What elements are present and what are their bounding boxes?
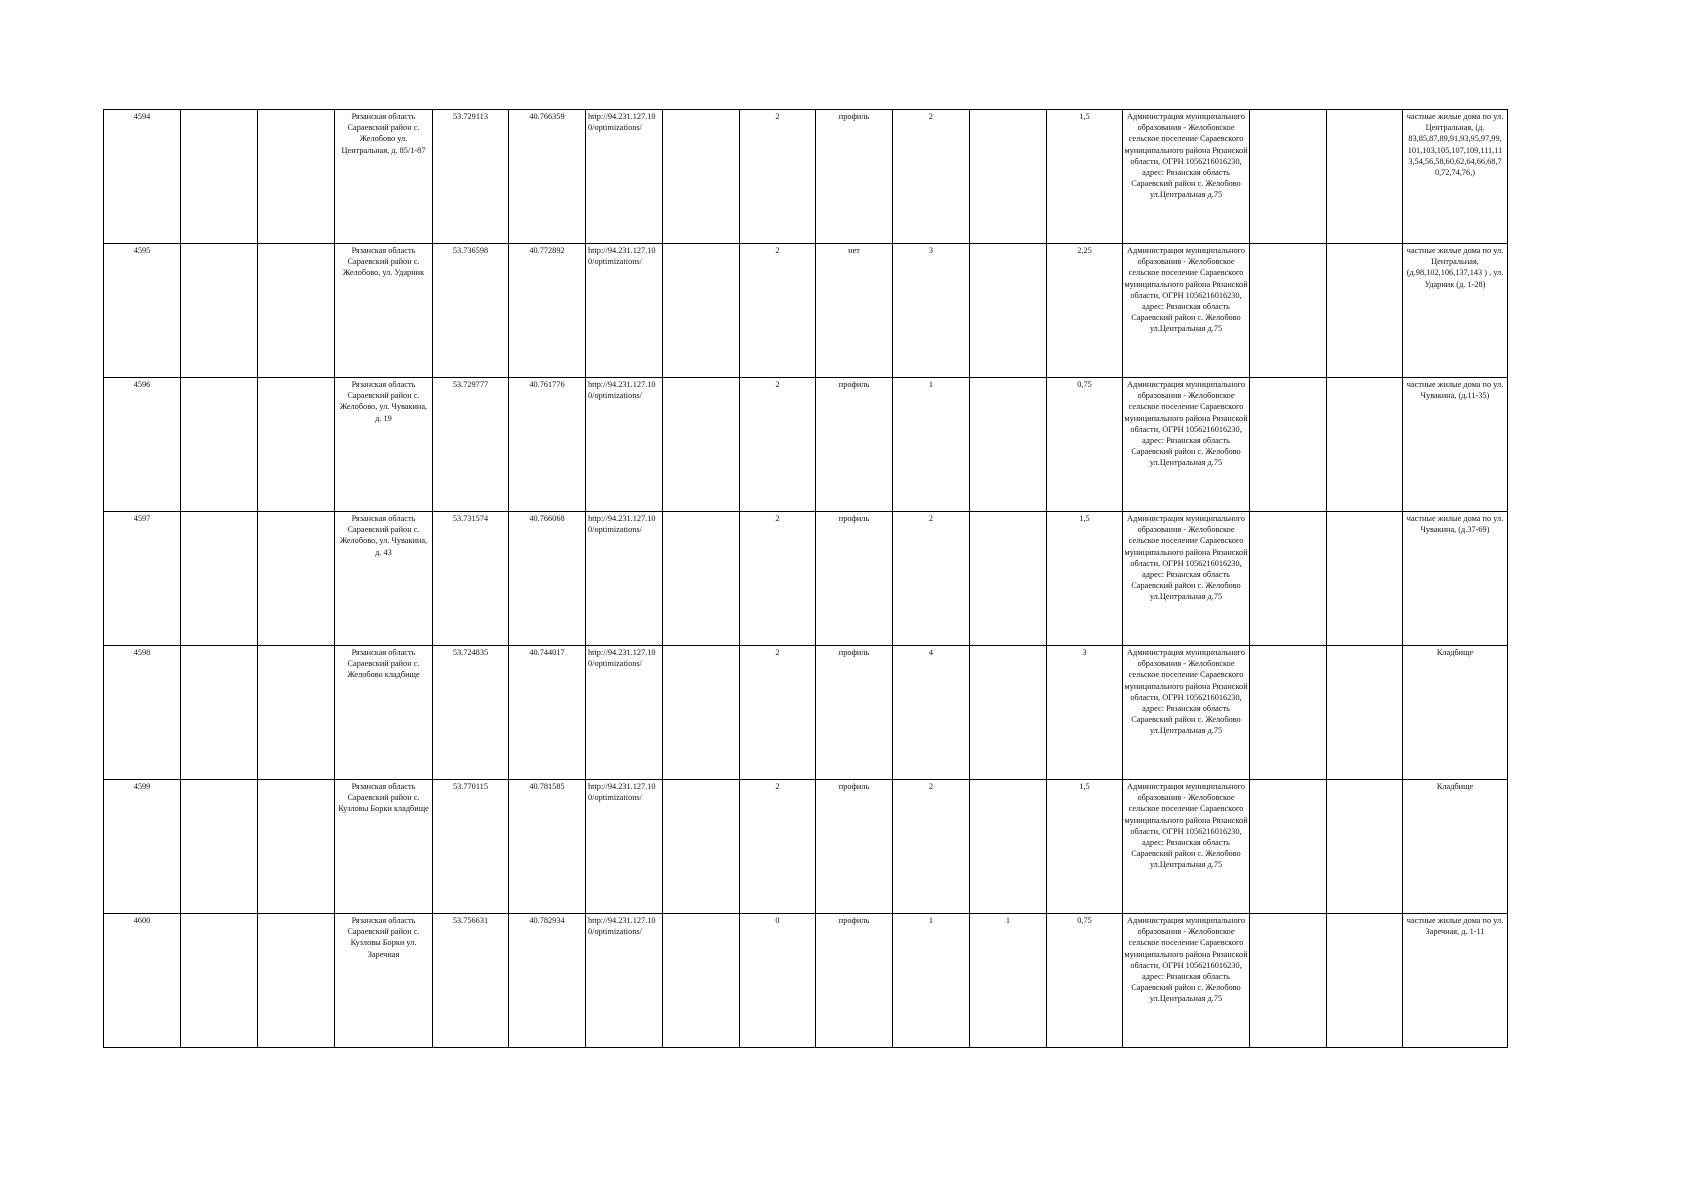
row-number-cell: 4597 xyxy=(104,512,181,646)
extra-count-cell xyxy=(970,646,1047,780)
containers-cell: 1 xyxy=(893,914,970,1048)
surface-cell: профиль xyxy=(816,914,893,1048)
url-cell: http://94.231.127.100/optimizations/ xyxy=(586,780,663,914)
containers-cell: 2 xyxy=(893,512,970,646)
empty-cell xyxy=(663,378,740,512)
empty-cell xyxy=(258,512,335,646)
table-body xyxy=(104,110,1508,1048)
containers-cell: 2 xyxy=(893,110,970,244)
empty-cell xyxy=(1327,110,1403,244)
owner-cell: Администрация муниципального образования - Желобовское сельское поселение Сараевского муниципального района Рязанской области, ОГРН 1056216016230, адрес: Рязанская область Сараевский район с. Желобово ул.Центральная д.75 xyxy=(1123,378,1250,512)
volume-cell: 0,75 xyxy=(1047,914,1123,1048)
longitude-cell: 40.761776 xyxy=(509,378,586,512)
latitude-cell: 53.756631 xyxy=(433,914,509,1048)
count-cell: 2 xyxy=(740,646,816,780)
row-number-cell: 4598 xyxy=(104,646,181,780)
longitude-cell: 40.782934 xyxy=(509,914,586,1048)
table-row xyxy=(104,914,1508,1048)
volume-cell: 3 xyxy=(1047,646,1123,780)
url-cell: http://94.231.127.100/optimizations/ xyxy=(586,512,663,646)
longitude-cell: 40.744017 xyxy=(509,646,586,780)
table-row xyxy=(104,378,1508,512)
longitude-cell: 40.766359 xyxy=(509,110,586,244)
empty-cell xyxy=(258,914,335,1048)
empty-cell xyxy=(181,646,258,780)
latitude-cell: 53.731574 xyxy=(433,512,509,646)
extra-count-cell xyxy=(970,512,1047,646)
latitude-cell: 53.770115 xyxy=(433,780,509,914)
extra-count-cell: 1 xyxy=(970,914,1047,1048)
url-cell: http://94.231.127.100/optimizations/ xyxy=(586,646,663,780)
row-number-cell: 4595 xyxy=(104,244,181,378)
notes-cell: частные жилые дома по ул. Центральная, (д.98,102,106,137,143 ) , ул. Ударник (д. 1-28) xyxy=(1403,244,1508,378)
address-cell: Рязанская область Сараевский район с. Кузловы Борки кладбище xyxy=(335,780,433,914)
count-cell: 2 xyxy=(740,378,816,512)
surface-cell: профиль xyxy=(816,646,893,780)
url-cell: http://94.231.127.100/optimizations/ xyxy=(586,244,663,378)
empty-cell xyxy=(258,646,335,780)
empty-cell xyxy=(1327,780,1403,914)
empty-cell xyxy=(663,244,740,378)
owner-cell: Администрация муниципального образования - Желобовское сельское поселение Сараевского муниципального района Рязанской области, ОГРН 1056216016230, адрес: Рязанская область Сараевский район с. Желобово ул.Центральная д.75 xyxy=(1123,914,1250,1048)
empty-cell xyxy=(1250,110,1327,244)
address-cell: Рязанская область Сараевский район с. Желобово ул. Центральная, д. 85/1-87 xyxy=(335,110,433,244)
owner-cell: Администрация муниципального образования - Желобовское сельское поселение Сараевского муниципального района Рязанской области, ОГРН 1056216016230, адрес: Рязанская область Сараевский район с. Желобово ул.Центральная д.75 xyxy=(1123,512,1250,646)
empty-cell xyxy=(1250,244,1327,378)
empty-cell xyxy=(1327,244,1403,378)
notes-cell: частные жилые дома по ул. Заречная, д. 1-11 xyxy=(1403,914,1508,1048)
volume-cell: 1,5 xyxy=(1047,780,1123,914)
notes-cell: Кладбище xyxy=(1403,780,1508,914)
empty-cell xyxy=(1250,914,1327,1048)
address-cell: Рязанская область Сараевский район с. Желобово, ул. Чувакина, д. 43 xyxy=(335,512,433,646)
latitude-cell: 53.736598 xyxy=(433,244,509,378)
count-cell: 2 xyxy=(740,780,816,914)
surface-cell: профиль xyxy=(816,512,893,646)
table-row xyxy=(104,110,1508,244)
empty-cell xyxy=(181,512,258,646)
table-row xyxy=(104,780,1508,914)
address-cell: Рязанская область Сараевский район с. Кузловы Борки ул. Заречная xyxy=(335,914,433,1048)
notes-cell: Кладбище xyxy=(1403,646,1508,780)
owner-cell: Администрация муниципального образования - Желобовское сельское поселение Сараевского муниципального района Рязанской области, ОГРН 1056216016230, адрес: Рязанская область Сараевский район с. Желобово ул.Центральная д.75 xyxy=(1123,110,1250,244)
owner-cell: Администрация муниципального образования - Желобовское сельское поселение Сараевского муниципального района Рязанской области, ОГРН 1056216016230, адрес: Рязанская область Сараевский район с. Желобово ул.Центральная д.75 xyxy=(1123,244,1250,378)
surface-cell: профиль xyxy=(816,378,893,512)
volume-cell: 0,75 xyxy=(1047,378,1123,512)
url-cell: http://94.231.127.100/optimizations/ xyxy=(586,914,663,1048)
registry-table xyxy=(103,109,1508,1048)
row-number-cell: 4594 xyxy=(104,110,181,244)
surface-cell: профиль xyxy=(816,110,893,244)
empty-cell xyxy=(1250,646,1327,780)
longitude-cell: 40.772892 xyxy=(509,244,586,378)
longitude-cell: 40.781585 xyxy=(509,780,586,914)
volume-cell: 1,5 xyxy=(1047,512,1123,646)
empty-cell xyxy=(181,780,258,914)
empty-cell xyxy=(181,244,258,378)
count-cell: 2 xyxy=(740,244,816,378)
containers-cell: 3 xyxy=(893,244,970,378)
empty-cell xyxy=(1327,378,1403,512)
table-row xyxy=(104,646,1508,780)
extra-count-cell xyxy=(970,780,1047,914)
count-cell: 0 xyxy=(740,914,816,1048)
latitude-cell: 53.729113 xyxy=(433,110,509,244)
address-cell: Рязанская область Сараевский район с. Желобово кладбище xyxy=(335,646,433,780)
empty-cell xyxy=(663,780,740,914)
count-cell: 2 xyxy=(740,512,816,646)
containers-cell: 1 xyxy=(893,378,970,512)
extra-count-cell xyxy=(970,244,1047,378)
owner-cell: Администрация муниципального образования - Желобовское сельское поселение Сараевского муниципального района Рязанской области, ОГРН 1056216016230, адрес: Рязанская область Сараевский район с. Желобово ул.Центральная д.75 xyxy=(1123,780,1250,914)
empty-cell xyxy=(1327,646,1403,780)
latitude-cell: 53.724835 xyxy=(433,646,509,780)
empty-cell xyxy=(181,914,258,1048)
volume-cell: 1,5 xyxy=(1047,110,1123,244)
surface-cell: профиль xyxy=(816,780,893,914)
url-cell: http://94.231.127.100/optimizations/ xyxy=(586,378,663,512)
empty-cell xyxy=(1250,512,1327,646)
empty-cell xyxy=(1327,914,1403,1048)
extra-count-cell xyxy=(970,110,1047,244)
empty-cell xyxy=(181,378,258,512)
empty-cell xyxy=(181,110,258,244)
surface-cell: нет xyxy=(816,244,893,378)
latitude-cell: 53.729777 xyxy=(433,378,509,512)
row-number-cell: 4596 xyxy=(104,378,181,512)
containers-cell: 2 xyxy=(893,780,970,914)
row-number-cell: 4600 xyxy=(104,914,181,1048)
owner-cell: Администрация муниципального образования - Желобовское сельское поселение Сараевского муниципального района Рязанской области, ОГРН 1056216016230, адрес: Рязанская область Сараевский район с. Желобово ул.Центральная д.75 xyxy=(1123,646,1250,780)
row-number-cell: 4599 xyxy=(104,780,181,914)
table-row xyxy=(104,512,1508,646)
address-cell: Рязанская область Сараевский район с. Желобово, ул. Ударник xyxy=(335,244,433,378)
volume-cell: 2,25 xyxy=(1047,244,1123,378)
empty-cell xyxy=(258,110,335,244)
empty-cell xyxy=(1250,780,1327,914)
table-row xyxy=(104,244,1508,378)
notes-cell: частные жилые дома по ул. Чувакина, (д.37-69) xyxy=(1403,512,1508,646)
empty-cell xyxy=(663,646,740,780)
url-cell: http://94.231.127.100/optimizations/ xyxy=(586,110,663,244)
empty-cell xyxy=(258,780,335,914)
empty-cell xyxy=(1250,378,1327,512)
empty-cell xyxy=(258,244,335,378)
address-cell: Рязанская область Сараевский район с. Желобово, ул. Чувакина, д. 19 xyxy=(335,378,433,512)
extra-count-cell xyxy=(970,378,1047,512)
empty-cell xyxy=(1327,512,1403,646)
empty-cell xyxy=(663,110,740,244)
empty-cell xyxy=(663,512,740,646)
empty-cell xyxy=(258,378,335,512)
notes-cell: частные жилые дома по ул. Центральная, (д. 83,85,87,89,91,93,95,97,99, 101,103,105,107,109,111,11 3,54,56,58,60,62,64,66,68,7 0,72,74,76,) xyxy=(1403,110,1508,244)
containers-cell: 4 xyxy=(893,646,970,780)
notes-cell: частные жилые дома по ул. Чувакина, (д.11-35) xyxy=(1403,378,1508,512)
empty-cell xyxy=(663,914,740,1048)
longitude-cell: 40.766068 xyxy=(509,512,586,646)
count-cell: 2 xyxy=(740,110,816,244)
